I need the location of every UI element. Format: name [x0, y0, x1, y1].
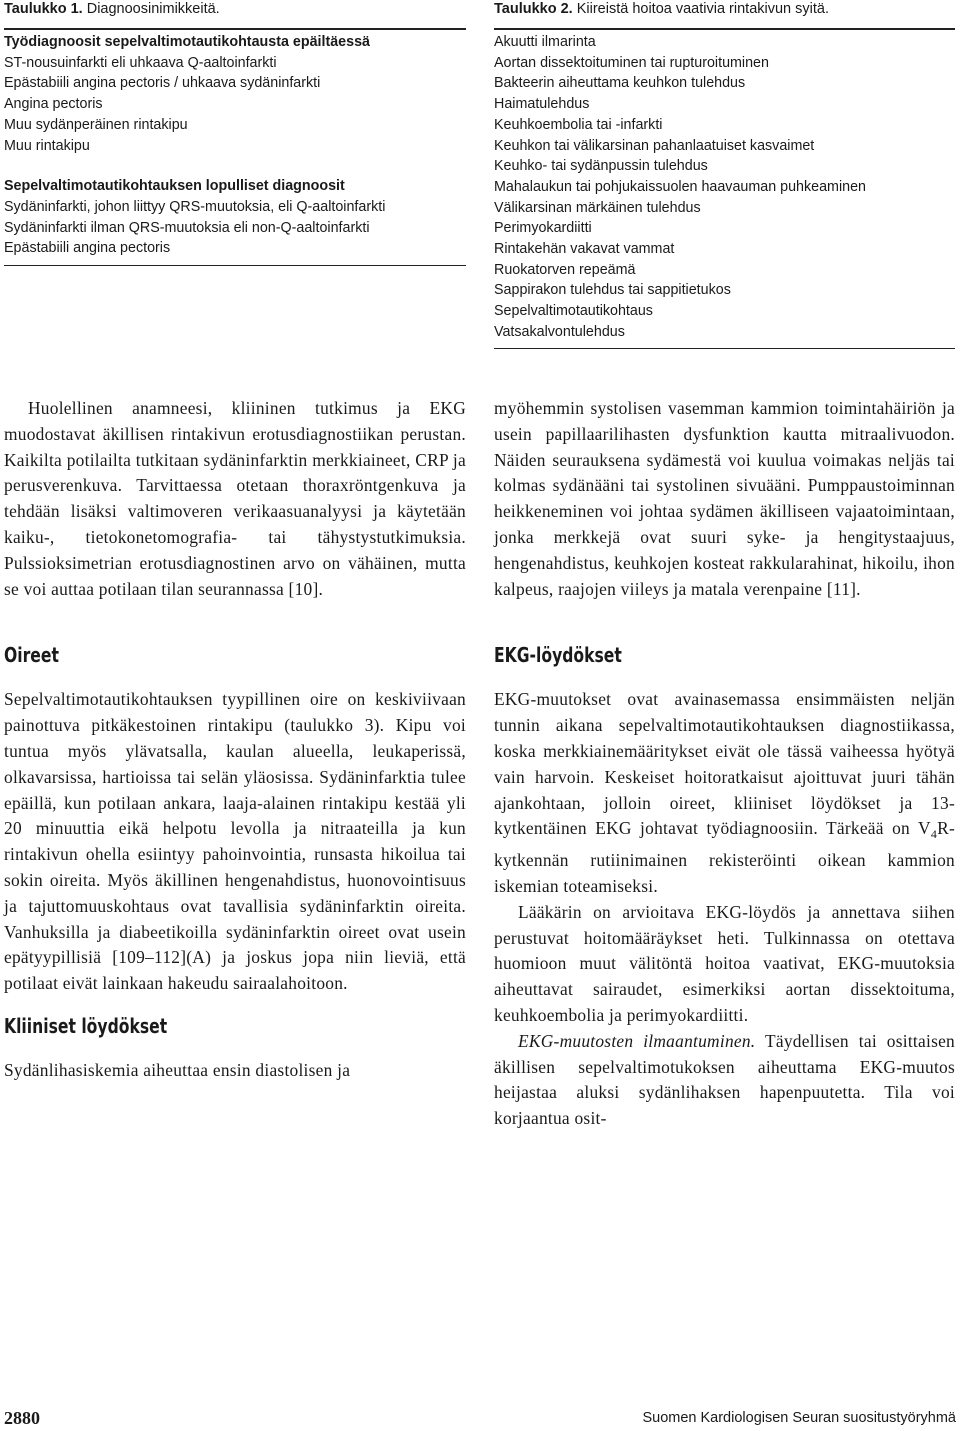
footer-publisher: Suomen Kardiologisen Seuran suositustyöryhmä: [642, 1410, 956, 1426]
kliiniset-paragraph: Sydänlihasiskemia aiheuttaa ensin diastolisen ja: [4, 1059, 351, 1080]
list-item: Mahalaukun tai pohjukaissuolen haavauman puhkeaminen: [494, 178, 866, 195]
list-item: Haimatulehdus: [494, 96, 590, 113]
ekg-paragraph-3-text: Täydellisen tai osittaisen äkillisen sepelvaltimotukoksen aiheuttama EKG-muutos heijastaa aluksi sydänlihaksen hapenpuutetta. Tila voi korjaantua osit-: [494, 1030, 955, 1129]
ekg-paragraph-2: Lääkärin on arvioitava EKG-löydös ja annettava siihen perustuvat hoitomääräykset heti. Tulkinnassa on otettava huomioon muut välitöntä hoitoa vaativat, EKG-muutoksia aiheuttavat sairaudet, esimerkiksi aortan dissektoituma, keuhkoembolia ja perimyokardiitti.: [494, 901, 955, 1025]
list-item: Epästabiili angina pectoris: [4, 240, 171, 257]
list-item: Välikarsinan märkäinen tulehdus: [494, 199, 701, 216]
table-2-bottom-rule: [494, 348, 955, 349]
list-item: Sydäninfarkti ilman QRS-muutoksia eli non-Q-aaltoinfarkti: [4, 219, 370, 236]
list-item: Sappirakon tulehdus tai sappitietukos: [494, 282, 731, 299]
ekg-paragraph-1: [494, 687, 955, 899]
table-1-body: [4, 30, 466, 265]
intro-paragraph: Huolellinen anamneesi, kliininen tutkimus ja EKG muodostavat äkillisen rintakivun erotusdiagnostiikan perustan. Kaikilta potilailta tutkitaan sydäninfarktin merkkiaineet, CRP ja perusverenkuva. Tarvittaessa otetaan thoraxröntgenkuva ja tehdään lisäksi valtimoveren verikaasuanalyysi ja käytetään kaiku-, tietokonetomografia- tai tähystystutkimuksia. Pulssioksimetrian erotusdiagnostinen arvo on vähäinen, mutta se voi auttaa potilaan tilan seurannassa [10].: [4, 398, 466, 599]
list-item: Keuhko- tai sydänpussin tulehdus: [494, 158, 708, 175]
list-item: Vatsakalvontulehdus: [494, 323, 625, 340]
list-item: Keuhkoembolia tai -infarkti: [494, 116, 663, 133]
oireet-paragraph: Sepelvaltimotautikohtauksen tyypillinen oire on keskiviivaan painottuva pitkäkestoinen rintakipu (taulukko 3). Kipu voi tuntua myös ylävatsalla, kaulan alueella, leukaperissä, olkavarsissa, hartioissa tai selän yläosissa. Sydäninfarktia tulee epäillä, kun potilaan ankara, laaja-alainen rintakipu kestää yli 20 minuuttia eikä helpotu levolla ja nitraateilla ja kun rintakivun ohella esiintyy pahoinvointia, runsasta hikoilua tai sokin oireita. Myös äkillinen hengenahdistus, huonovointisuus ja tajuttomuuskohtaus ovat tavallisia sydäninfarktin oireita. Vanhuksilla ja diabeetikoilla sydäninfarktin oireet ovat usein epätyypillisiä [109–112](A) ja joskus jopa niin lieviä, että potilaat eivät lainkaan hakeudu sairaalahoitoon.: [4, 689, 466, 994]
ekg-paragraph-3: [494, 1029, 955, 1132]
table-2: [494, 0, 955, 349]
list-item: Keuhkon tai välikarsinan pahanlaatuiset kasvaimet: [494, 137, 815, 154]
table-1-group2-heading: Sepelvaltimotautikohtauksen lopulliset diagnoosit: [4, 178, 345, 195]
ekg-paragraph-1-text: EKG-muutokset ovat avainasemassa ensimmäisten neljän tunnin aikana sepelvaltimotautikohtauksen diagnostiikassa, koska merkkiainemääritykset eivät ole tässä vaiheessa hyötyä vain harvoin. Keskeiset hoitoratkaisut ajoittuvat juuri tähän ajankohtaan, jolloin oireet, kliiniset löydökset ja 13-kytkentäinen EKG johtavat työdiagnoosiin. Tärkeää on V: [494, 689, 955, 839]
table-2-caption: [494, 0, 955, 22]
table-1-group1-heading: Työdiagnoosit sepelvaltimotautikohtausta epäiltäessä: [4, 34, 370, 50]
page-number: 2880: [4, 1408, 40, 1428]
table-2-body: [494, 30, 955, 348]
table-1-caption-label: Taulukko 1.: [4, 1, 83, 17]
list-item: Epästabiili angina pectoris / uhkaava sydäninfarkti: [4, 75, 321, 92]
list-item: Angina pectoris: [4, 96, 103, 113]
left-column: [4, 396, 466, 1084]
heading-oireet: Oireet: [4, 643, 59, 668]
list-item: Sydäninfarkti, johon liittyy QRS-muutoksia, eli Q-aaltoinfarkti: [4, 198, 386, 215]
list-item: Sepelvaltimotautikohtaus: [494, 303, 653, 320]
ekg-paragraph-1-text-after: R-kytkennän rutiinimainen rekisteröinti oikean kammion iskemian toteamiseksi.: [494, 818, 955, 896]
table-2-caption-text: Kiireistä hoitoa vaativia rintakivun syitä.: [572, 1, 829, 17]
list-item: ST-nousuinfarkti eli uhkaava Q-aaltoinfarkti: [4, 54, 277, 71]
list-item: Akuutti ilmarinta: [494, 34, 596, 50]
list-item: Ruokatorven repeämä: [494, 261, 636, 278]
heading-ekg-loydokset: EKG-löydökset: [494, 643, 622, 668]
list-item: Rintakehän vakavat vammat: [494, 241, 675, 258]
right-column: [494, 396, 955, 1132]
list-item: Bakteerin aiheuttama keuhkon tulehdus: [494, 75, 746, 92]
table-1-caption-text: Diagnoosinimikkeitä.: [82, 1, 220, 17]
table-1: [4, 0, 466, 266]
list-item: Muu rintakipu: [4, 137, 90, 154]
ekg-paragraph-3-lead: EKG-muutosten ilmaantuminen.: [518, 1030, 756, 1051]
list-item: Perimyokardiitti: [494, 220, 592, 237]
table-1-caption: [4, 0, 466, 22]
table-1-spacer: [4, 156, 466, 176]
continuation-paragraph: myöhemmin systolisen vasemman kammion toimintahäiriön ja usein papillaarilihasten dysfunktion kautta mitraalivuodon. Näiden seurauksena sydämestä voi kuulua voimakas neljäs tai kolmas sydänääni tai systolinen sivuääni. Pumppaustoiminnan heikkeneminen voi johtaa sydämen äkilliseen vajaatoimintaan, jonka merkkejä ovat suuri syke- ja hengitystaajuus, hengenahdistus, keuhkojen kosteat rakkularahinat, hikoilu, ihon kalpeus, raajojen viileys ja matala verenpaine [11].: [494, 398, 955, 599]
table-2-caption-label: Taulukko 2.: [494, 1, 573, 17]
heading-kliiniset-loydokset: Kliiniset löydökset: [4, 1013, 168, 1038]
list-item: Muu sydänperäinen rintakipu: [4, 116, 188, 133]
ekg-subscript: 4: [930, 827, 938, 842]
table-1-bottom-rule: [4, 265, 466, 266]
list-item: Aortan dissektoituminen tai rupturoituminen: [494, 54, 769, 71]
